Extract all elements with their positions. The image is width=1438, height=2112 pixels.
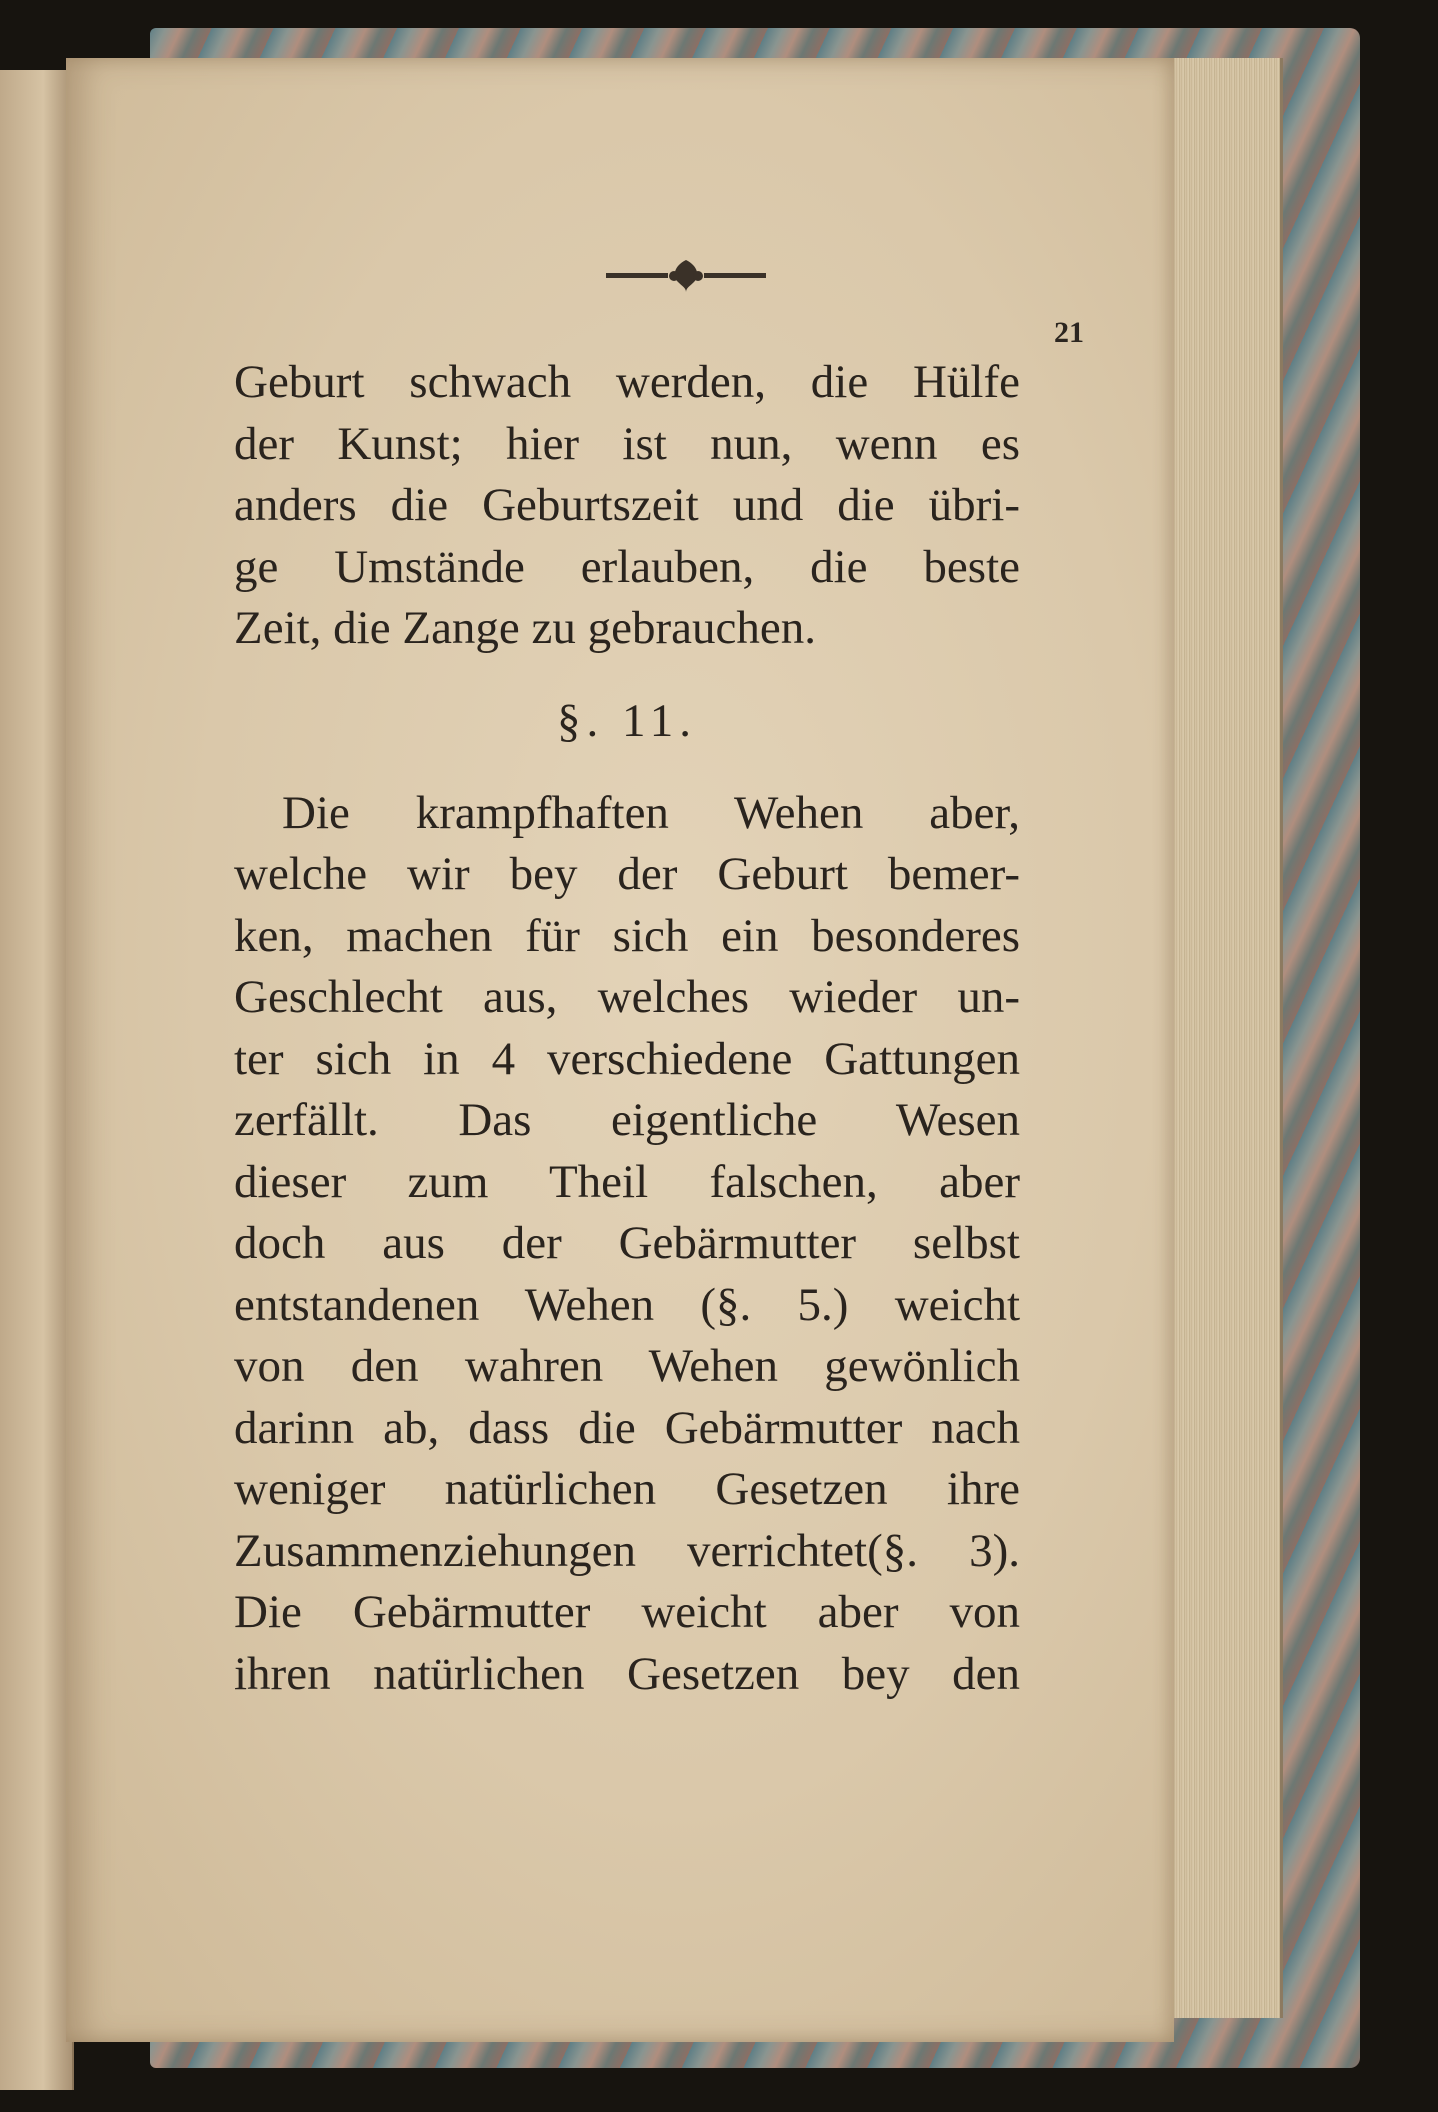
page-number: 21 [1054, 316, 1084, 349]
text-line: doch aus der Gebärmutter selbst [234, 1217, 1020, 1269]
page-text [234, 352, 1020, 1705]
text-line: weniger natürlichen Gesetzen ihre [234, 1463, 1020, 1515]
text-line: welche wir bey der Geburt bemer- [234, 848, 1020, 900]
text-line: anders die Geburtszeit und die übri- [234, 479, 1020, 531]
text-line: dieser zum Theil falschen, aber [234, 1155, 1020, 1208]
text-line: ken, machen für sich ein besonderes [234, 909, 1020, 962]
text-line: Zeit, die Zange zu gebrauchen. [234, 602, 816, 654]
text-line: entstandenen Wehen (§. 5.) weicht [234, 1278, 1020, 1331]
text-line: darinn ab, dass die Gebärmutter nach [234, 1401, 1020, 1454]
text-line: Die krampfhaften Wehen aber, [282, 786, 1020, 839]
text-line: ge Umstände erlauben, die beste [234, 540, 1020, 593]
section-heading: §. 11. [556, 694, 697, 747]
text-line: Zusammenziehungen verrichtet(§. 3). [234, 1524, 1020, 1577]
decorative-headpiece-icon [606, 258, 766, 294]
text-line: der Kunst; hier ist nun, wenn es [234, 417, 1020, 470]
text-line: Geschlecht aus, welches wieder un- [234, 971, 1020, 1023]
text-line: zerfällt. Das eigentliche Wesen [234, 1094, 1020, 1146]
text-line: von den wahren Wehen gewönlich [234, 1340, 1020, 1392]
text-line: ihren natürlichen Gesetzen bey den [234, 1647, 1020, 1700]
previous-page-edge [0, 70, 74, 2090]
text-line: Die Gebärmutter weicht aber von [234, 1586, 1020, 1638]
text-line: ter sich in 4 verschiedene Gattungen [234, 1032, 1020, 1085]
text-line: Geburt schwach werden, die Hülfe [234, 356, 1020, 408]
page-edges [1160, 58, 1283, 2018]
